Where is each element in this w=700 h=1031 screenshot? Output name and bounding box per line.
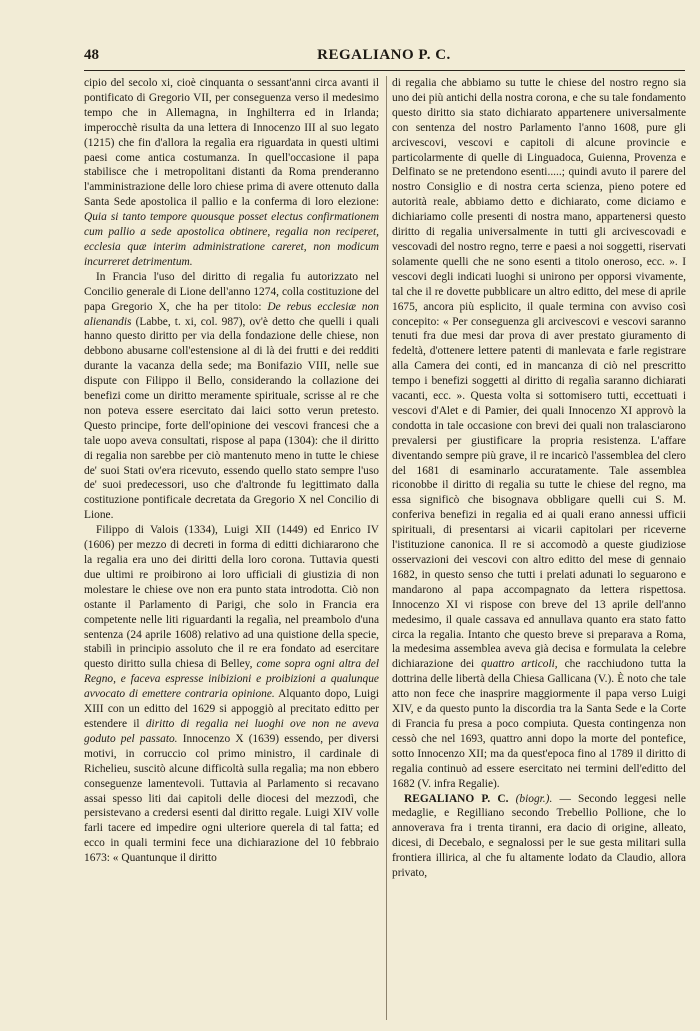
work-title: De rebus ecclesiæ non alienandis	[84, 300, 379, 328]
page-header	[84, 44, 684, 68]
paragraph-text: di regalia che abbiamo su tutte le chiese del nostro regno sia uno dei più antichi della nostra corona, e che su tale fondamento questo diritto sia stato dichiarato appartenere universalmente con sentenza del nostro Parlamento l'anno 1608, pure gli arcivescovi, vescovi e capitoli di alcune provincie e particolarmente di quelle di Linguadoca, Guienna, Provenza e Delfinato se ne pretendono esenti.....; quindi avuto il parere del nostro Consiglio e di nostra certa scienza, pieno potere ed autorità reale, abbiamo detto e dichiarato, come diciamo e dichiariamo colle presenti di nostra mano, appartenersi questo diritto di regalia universalmente in tutti gli arcivescovadi e vescovadi del nostro regno, terre e paesi a noi soggetti, riservati solamente quelli che ne sono esenti a titolo oneroso, ecc. ». I vescovi degli indicati luoghi si unirono per opporsi vivamente, tal che il re dovette pubblicare un altro editto, del mese di aprile 1675, ancora più esplicito, il quale termina con avviso così concepito: « Per conseguenza gli arcivescovi e vescovi saranno tenuti fra due mesi dar prova di aver prestato giuramento di fedeltà, d'ottenere lettere patenti di manlevata e farle registrare alla Camera dei conti, ed in mancanza di ciò nel prescritto tempo i benefizi soggetti al diritto di regalìa saranno dichiarati vacanti, ecc. ». Questa volta si sottomisero tutti, eccettuati i vescovi d'Alet e di Pamier, dei quali Innocenzo XI approvò la condotta in tale occasione con brevi dei quali non tralasciarono prevalersi per giustificare la propria resistenza. L'affare diventando sempre più grave, il re incaricò l'assemblea del clero del 1681 di esaminarlo accuratamente. Tale assemblea riconobbe il diritto di regalia su tutte le chiese del regno, ma essa significò che bisognava obbligare quelli cui S. M. conferiva benefizi in regalia ed ai quali erano annessi ufficii spirituali, di presentarsi ai vicarii capitolari per riceverne l'istituzione canonica. Il re si accomodò a queste giudiziose osservazioni dei vescovi con altro editto del mese di gennaio 1682, in questo senso che tutti i prelati adunati lo seguarono e mandarono al papa accompagnato da lettera rispettosa. Innocenzo XI vi rispose con breve del 13 aprile dell'anno medesimo, il quale cassava ed annullava quanto era stato fatto circa la regalia. Intanto che questo breve si preparava a Roma, la medesima assemblea aveva già decisa e formulata la celebre dichiarazione dei	[392, 77, 686, 671]
page-number: 48	[84, 47, 99, 63]
column-divider	[386, 76, 387, 1020]
left-column	[84, 76, 379, 866]
paragraph-text: In Francia l'uso del diritto di regalia fu autorizzato nel Concilio generale di Lione dell'anno 1274, colla costituzione del papa Gregorio X, che ha per titolo:	[84, 270, 379, 313]
paragraph	[392, 76, 686, 792]
running-title: REGALIANO P. C.	[317, 47, 451, 63]
entry-note: (biogr.).	[515, 792, 553, 805]
paragraph-text: Alquanto dopo, Luigi XIII con un editto del 1629 si appoggiò al precitato editto per estendere il	[84, 688, 379, 730]
paragraph-text: Innocenzo X (1639) essendo, per diversi motivi, in corruccio col primo ministro, il cardinale di Richelieu, suscitò alcune difficoltà sulla regalìa; ma non ebbero conseguenze lamentevoli. Tuttavia al Parlamento si recavano assai spesso liti dai capitoli delle diocesi del mezzodì, che persistevano a credersi esenti dal diritto regale. Luigi XIV volle farli tacere ed impedire ogni ulteriore querela di tal fatta; ed ecco in quali termini fece una dichiarazione del 10 febbraio 1673: « Quantunque il diritto	[84, 732, 379, 865]
paragraph-text: cipio del secolo xi, cioè cinquanta o sessant'anni circa avanti il pontificato di Gregorio VII, per conseguenza verso il medesimo tempo che in Allemagna, in Inghilterra ed in Irlanda; imperocchè risulta da una lettera di Innocenzo III al suo legato (1215) che fin d'allora la regalìa era riguardata in questi ultimi paesi come antica costumanza. In quell'occasione il papa stabilisce che i metropolitani distanti da Roma prenderanno l'amministrazione delle loro chiese prima di avere ottenuto dalla Santa Sede apostolica il pallio e la conferma di loro elezione:	[84, 77, 379, 209]
paragraph	[84, 76, 379, 270]
paragraph-text: che racchiudono tutta la dottrina delle libertà della Chiesa Gallicana (V.). È noto che tale atto non fece che inasprire maggiormente il papa verso Luigi XIV, e da questo punto la discordia tra la Santa Sede e la Corte di Francia fu presa a poco compiuta. Questa contingenza non cessò che nel 1693, quattro anni dopo la morte del pontefice, sotto Innocenzo XII; ma da quest'epoca fino al 1789 il diritto di regalia continuò ad essere esercitato nei termini dell'editto del 1682 (V. infra Regalie).	[392, 658, 686, 790]
header-rule	[84, 70, 685, 71]
paragraph	[84, 523, 379, 866]
paragraph-text: Filippo di Valois (1334), Luigi XII (1449) ed Enrico IV (1606) per mezzo di decreti in forma di editti dichiararono che la regalia era uno dei diritti della loro corona. Tuttavia questi due ultimi re proibirono ai loro ufficiali di giustizia di non molestare le chiese ove non era punto stata introdotta. Ciò non ostante il Parlamento di Parigi, che solo in Francia era competente nelle liti riguardanti la regalìa, nel preambolo d'una sentenza (24 aprile 1608) relativo ad una quistione della specie, stabilì in principio assoluto che il re era fondato ad esercitare questo diritto sulla chiesa di Belley,	[84, 524, 379, 671]
entry-paragraph	[392, 792, 686, 881]
italic-quote: come sopra ogni altra del Regno, e faceva espresse inibizioni e proibizioni a qualunque avvocato di emettere contraria opinione.	[84, 658, 379, 701]
paragraph	[84, 270, 379, 523]
right-column	[392, 76, 686, 881]
latin-quote: Quia si tanto tempore quousque posset electus confirmationem cum pallio a sede apostolica obtinere, regalia non reciperet, ecclesia quæ interim administratione careret, non modicum incurreret detrimentum.	[84, 211, 379, 268]
entry-headword: REGALIANO P. C.	[404, 792, 509, 805]
italic-term: quattro articoli,	[481, 658, 558, 671]
paragraph-text: — Secondo leggesi nelle medaglie, e Regilliano secondo Trebellio Pollione, che lo annoverava fra i trenta tiranni, era dacio di origine, alleato, dicesi, di Decebalo, e segnalossi per le sue gesta militari sulla frontiera illirica, al che fu altamente lodato da Claudio, allora privato,	[392, 792, 686, 880]
italic-quote: diritto di regalia nei luoghi ove non ne aveva goduto pel passato.	[84, 717, 379, 745]
paragraph-text: (Labbe, t. xi, col. 987), ov'è detto che quelli i quali hanno questo diritto per via della fondazione delle chiese, non debbono abusarne coll'estensione al di là dei frutti e dei redditi durante la vacanza della sede; ma Bonifazio VIII, nelle sue dispute con Filippo il Bello, considerando la collazione dei benefizi come un diritto meramente spirituale, scrisse al re che non poteva essere esercitato dai laici sotto verun pretesto. Questo principe, forte dell'opinione dei vescovi francesi che a tale uopo aveva consultati, rispose al papa (1304): che il diritto di regalia non sarebbe per ciò mantenuto meno in tutte le chiese de' suoi Stati ov'era ricevuto, essendo quello stato sempre l'uso de' suoi predecessori, uso che d'altronde fu legittimato dalla costituzione pontificale decretata da Gregorio X nel Concilio di Lione.	[84, 315, 379, 522]
